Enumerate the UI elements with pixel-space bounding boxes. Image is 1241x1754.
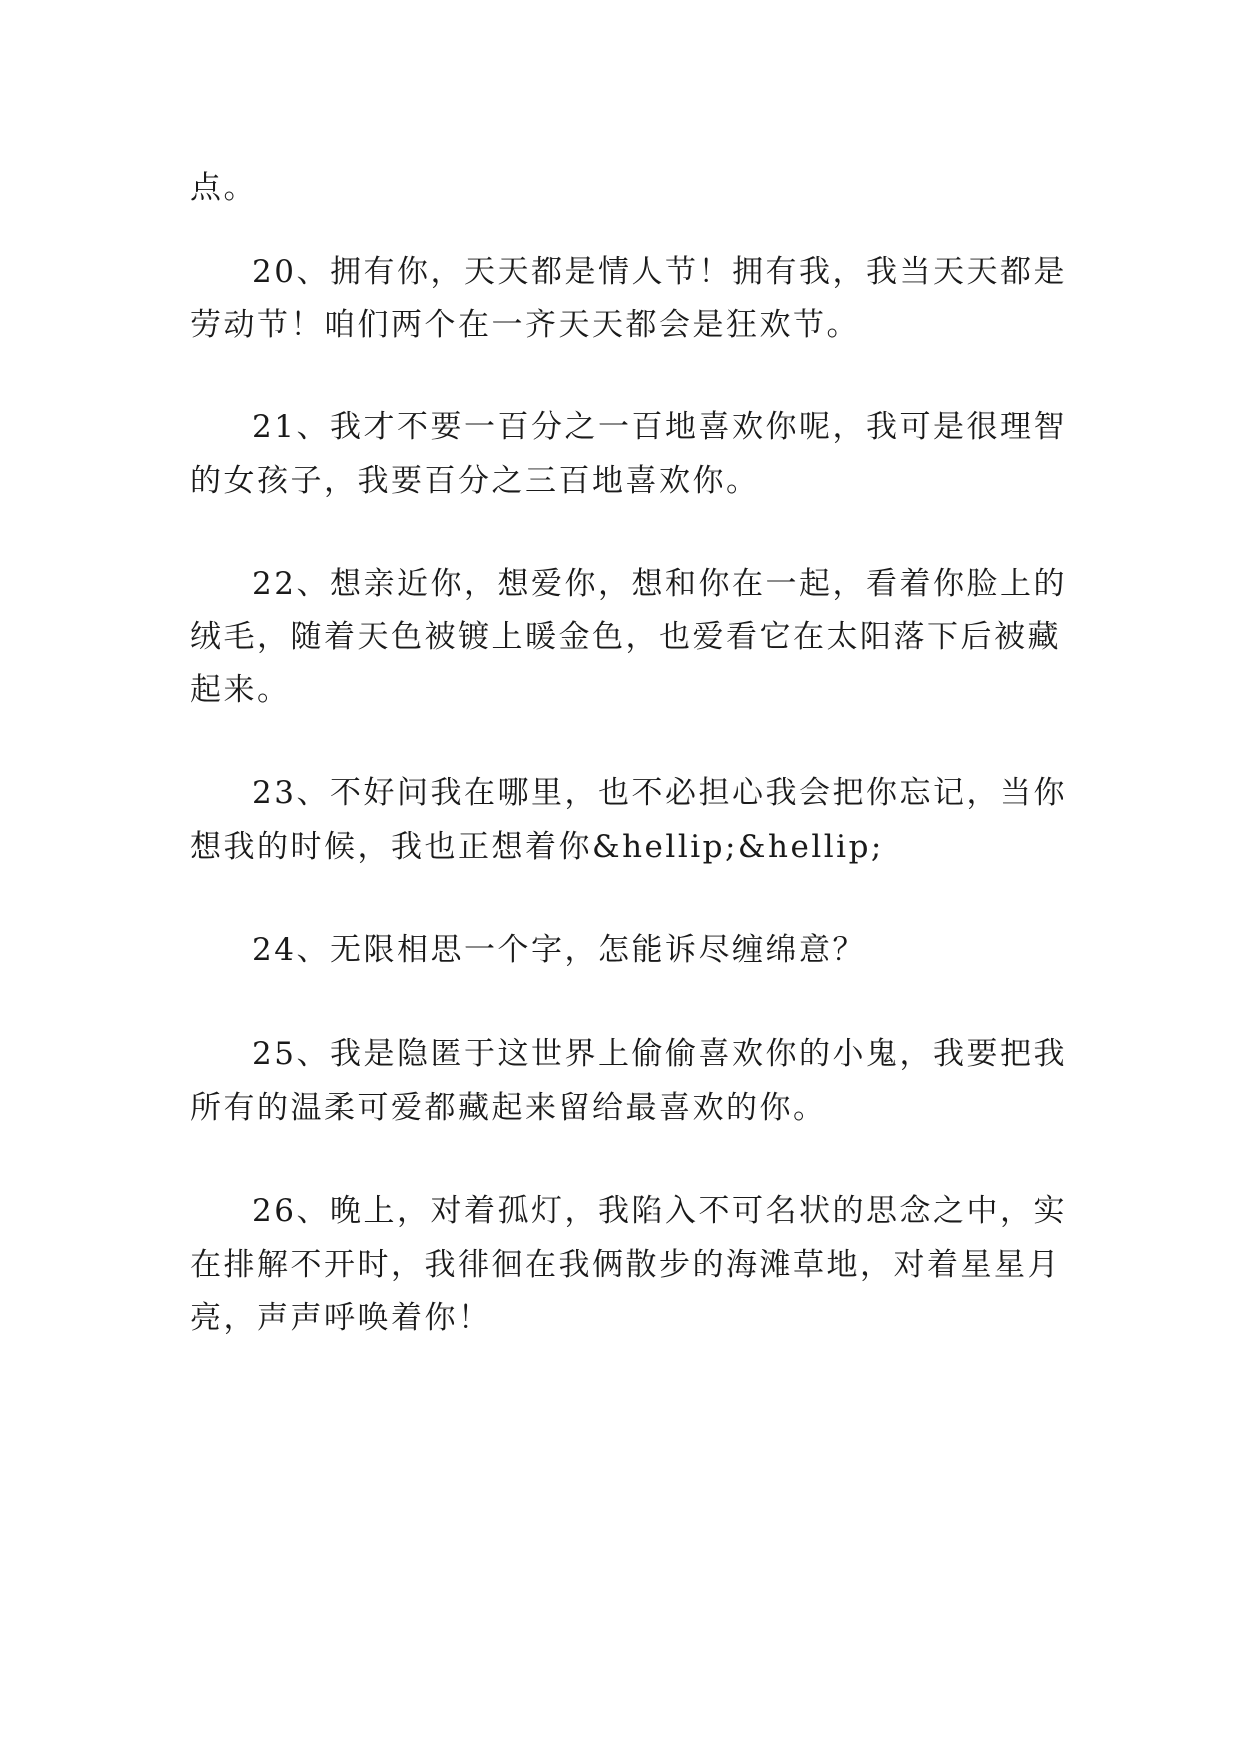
paragraph-26-line-1: 26、晚上，对着孤灯，我陷入不可名状的思念之中，实	[252, 1193, 1067, 1229]
paragraph-22-line-2: 绒毛，随着天色被镀上暖金色，也爱看它在太阳落下后被藏	[190, 619, 1061, 655]
paragraph-25-line-1: 25、我是隐匿于这世界上偷偷喜欢你的小鬼，我要把我	[252, 1036, 1067, 1072]
paragraph-25-line-2: 所有的温柔可爱都藏起来留给最喜欢的你。	[190, 1090, 827, 1126]
paragraph-23-line-1: 23、不好问我在哪里，也不必担心我会把你忘记，当你	[252, 775, 1067, 811]
paragraph-20-line-1: 20、拥有你，天天都是情人节！拥有我，我当天天都是	[252, 254, 1067, 290]
continuation-text: 点。	[190, 170, 257, 206]
paragraph-20-line-2: 劳动节！咱们两个在一齐天天都会是狂欢节。	[190, 307, 860, 343]
paragraph-22-line-1: 22、想亲近你，想爱你，想和你在一起，看着你脸上的	[252, 566, 1067, 602]
paragraph-26-line-3: 亮，声声呼唤着你！	[190, 1300, 492, 1336]
paragraph-22-line-3: 起来。	[190, 672, 291, 708]
paragraph-23-line-2: 想我的时候，我也正想着你&hellip;&hellip;	[190, 829, 884, 865]
paragraph-21-line-1: 21、我才不要一百分之一百地喜欢你呢，我可是很理智	[252, 409, 1067, 445]
paragraph-24-line-1: 24、无限相思一个字，怎能诉尽缠绵意？	[252, 932, 866, 968]
paragraph-26-line-2: 在排解不开时，我徘徊在我俩散步的海滩草地，对着星星月	[190, 1247, 1061, 1283]
paragraph-21-line-2: 的女孩子，我要百分之三百地喜欢你。	[190, 463, 760, 499]
